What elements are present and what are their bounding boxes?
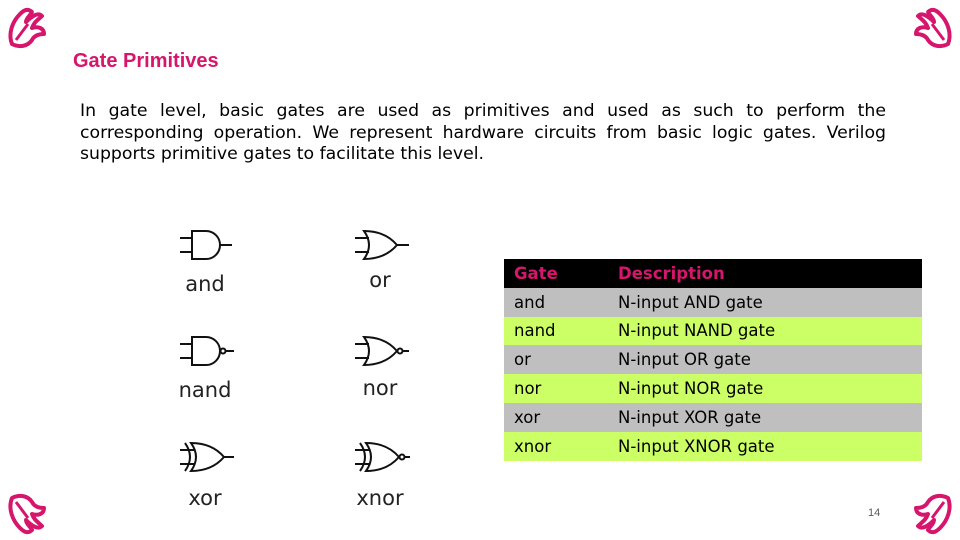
table-row [504, 345, 922, 374]
gate-xnor [325, 440, 435, 518]
cell-gate: nor [504, 374, 608, 403]
corner-ornament-icon-top-left [6, 4, 48, 50]
gate-nand [150, 334, 260, 412]
cell-description: N-input XNOR gate [608, 432, 922, 461]
corner-ornament-icon-bottom-right [912, 492, 954, 538]
nand-gate-icon [172, 334, 238, 368]
header-description: Description [608, 259, 922, 288]
gate-and [150, 228, 260, 306]
header-gate: Gate [504, 259, 608, 288]
cell-gate: and [504, 288, 608, 317]
and-gate-icon [172, 228, 238, 262]
table-row [504, 403, 922, 432]
slide-title: Gate Primitives [73, 50, 219, 72]
table-row [504, 374, 922, 403]
cell-gate: nand [504, 317, 608, 346]
cell-gate: xor [504, 403, 608, 432]
xor-gate-icon [172, 440, 238, 474]
cell-gate: xnor [504, 432, 608, 461]
table-header-row [504, 259, 922, 288]
gate-xor [150, 440, 260, 518]
or-gate-icon [347, 228, 413, 262]
nor-gate-icon [347, 334, 413, 368]
cell-description: N-input OR gate [608, 345, 922, 374]
gate-nor [325, 334, 435, 412]
gate-label-or: or [369, 268, 391, 292]
cell-description: N-input NOR gate [608, 374, 922, 403]
corner-ornament-icon-top-right [912, 4, 954, 50]
xnor-gate-icon [347, 440, 413, 474]
corner-ornament-icon-bottom-left [6, 492, 48, 538]
gate-label-and: and [185, 272, 225, 296]
cell-description: N-input XOR gate [608, 403, 922, 432]
gate-label-nand: nand [178, 378, 232, 402]
page-number: 14 [868, 507, 881, 519]
cell-gate: or [504, 345, 608, 374]
table-row [504, 288, 922, 317]
table-row [504, 432, 922, 461]
table-row [504, 317, 922, 346]
intro-paragraph: In gate level, basic gates are used as primitives and used as such to perform the corresponding operation. We represent hardware circuits from basic logic gates. Verilog supports primitive gates to facilitate this level. [80, 101, 886, 164]
gate-label-xor: xor [188, 486, 222, 510]
gate-label-nor: nor [362, 376, 398, 400]
cell-description: N-input NAND gate [608, 317, 922, 346]
gate-or [325, 228, 435, 306]
cell-description: N-input AND gate [608, 288, 922, 317]
gate-label-xnor: xnor [356, 486, 404, 510]
gate-description-table [504, 259, 922, 461]
